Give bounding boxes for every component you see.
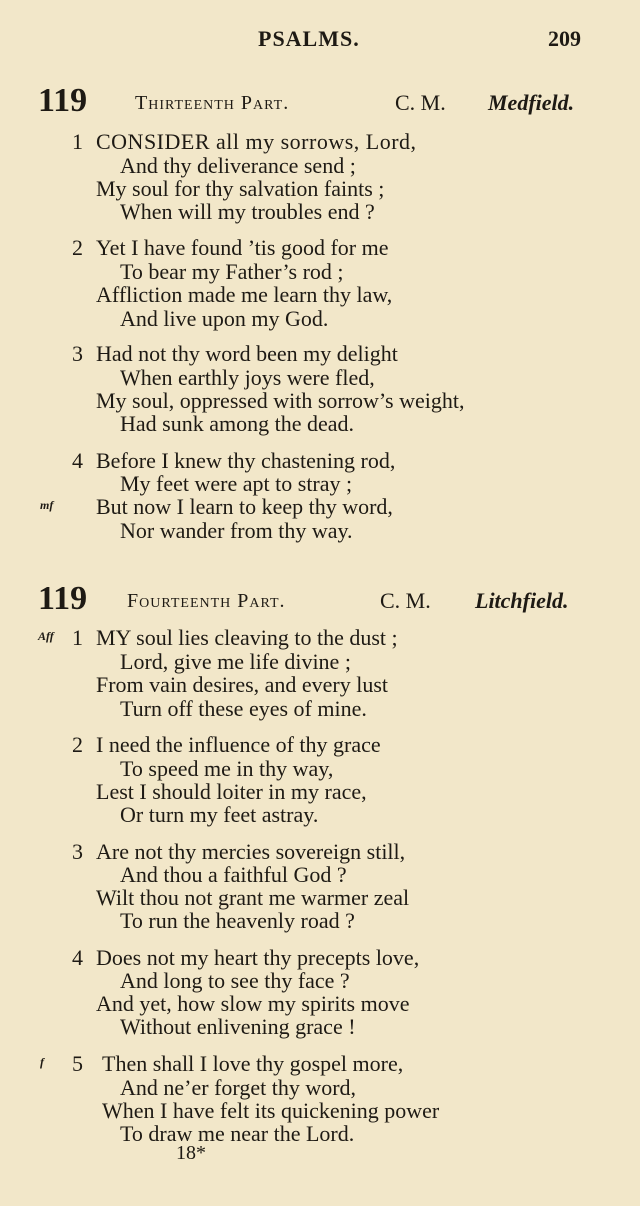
verse-line: Before I knew thy chastening rod, (96, 448, 396, 473)
verse-line: Had not thy word been my delight (96, 341, 398, 366)
verse-line: To draw me near the Lord. (120, 1121, 355, 1146)
verse-line: From vain desires, and every lust (96, 672, 389, 697)
verse-line: My soul, oppressed with sorrow’s weight, (96, 388, 465, 413)
signature-mark: 18* (176, 1142, 206, 1164)
verse-line: And live upon my God. (120, 306, 329, 331)
verse-number: 2 (72, 732, 83, 757)
verse-number: 2 (72, 235, 83, 260)
hymn-meter: C. M. (380, 588, 431, 613)
verse-number: 3 (72, 839, 83, 864)
dynamic-mark: mf (40, 498, 54, 512)
verse-line: MY soul lies cleaving to the dust ; (96, 625, 398, 650)
verse-line: Or turn my feet astray. (120, 802, 319, 827)
running-head-title: PSALMS. (258, 26, 360, 51)
verse-line: Had sunk among the dead. (120, 411, 354, 436)
verse-line: Wilt thou not grant me warmer zeal (96, 885, 410, 910)
verse-line: When earthly joys were fled, (120, 365, 375, 390)
verse-line: Are not thy mercies sovereign still, (96, 839, 406, 864)
verse-line: To run the heavenly road ? (120, 908, 355, 933)
hymn-heading (0, 82, 640, 122)
hymn-tune: Litchfield. (475, 588, 569, 613)
hymn-meter: C. M. (395, 90, 446, 115)
dynamic-mark: f (40, 1055, 44, 1069)
verse-line: My soul for thy salvation faints ; (96, 176, 385, 201)
verse-line: And long to see thy face ? (120, 968, 350, 993)
verse-line: My feet were apt to stray ; (120, 471, 353, 496)
verse-line: Does not my heart thy precepts love, (96, 945, 420, 970)
hymn-heading (0, 580, 640, 620)
verse-line: To bear my Father’s rod ; (120, 259, 344, 284)
hymn-part: Fourteenth Part. (127, 590, 286, 612)
verse-number: 4 (72, 945, 83, 970)
hymn-part: Thirteenth Part. (135, 92, 290, 114)
verse-line: Affliction made me learn thy law, (96, 282, 393, 307)
verse-line: And thou a faithful God ? (120, 862, 347, 887)
verse-line: And thy deliverance send ; (120, 153, 356, 178)
verse-number: 1 (72, 625, 83, 650)
verse-line: But now I learn to keep thy word, (96, 494, 393, 519)
verse-number: 5 (72, 1051, 83, 1076)
verse-line: Lord, give me life divine ; (120, 649, 351, 674)
verse-line: When I have felt its quickening power (102, 1098, 440, 1123)
verse-line: Lest I should loiter in my race, (96, 779, 367, 804)
verse-number: 4 (72, 448, 83, 473)
verse-line: Turn off these eyes of mine. (120, 696, 367, 721)
verse-line: Then shall I love thy gospel more, (102, 1051, 404, 1076)
running-head (0, 26, 640, 56)
hymn-number: 119 (38, 82, 88, 119)
verse-line: CONSIDER all my sorrows, Lord, (96, 129, 417, 154)
hymn-number: 119 (38, 580, 88, 617)
verse-line: Without enlivening grace ! (120, 1014, 356, 1039)
page-number: 209 (548, 26, 581, 51)
verse-line: To speed me in thy way, (120, 756, 334, 781)
verse-line: When will my troubles end ? (120, 199, 375, 224)
hymn-tune: Medfield. (488, 90, 575, 115)
verse-number: 1 (72, 129, 83, 154)
verse-line: And yet, how slow my spirits move (96, 991, 410, 1016)
verse-line: I need the influence of thy grace (96, 732, 381, 757)
dynamic-mark: Aff (38, 629, 54, 643)
verse-number: 3 (72, 341, 83, 366)
verse-line: Yet I have found ’tis good for me (96, 235, 389, 260)
verse-line: Nor wander from thy way. (120, 518, 353, 543)
verse-line: And ne’er forget thy word, (120, 1075, 357, 1100)
